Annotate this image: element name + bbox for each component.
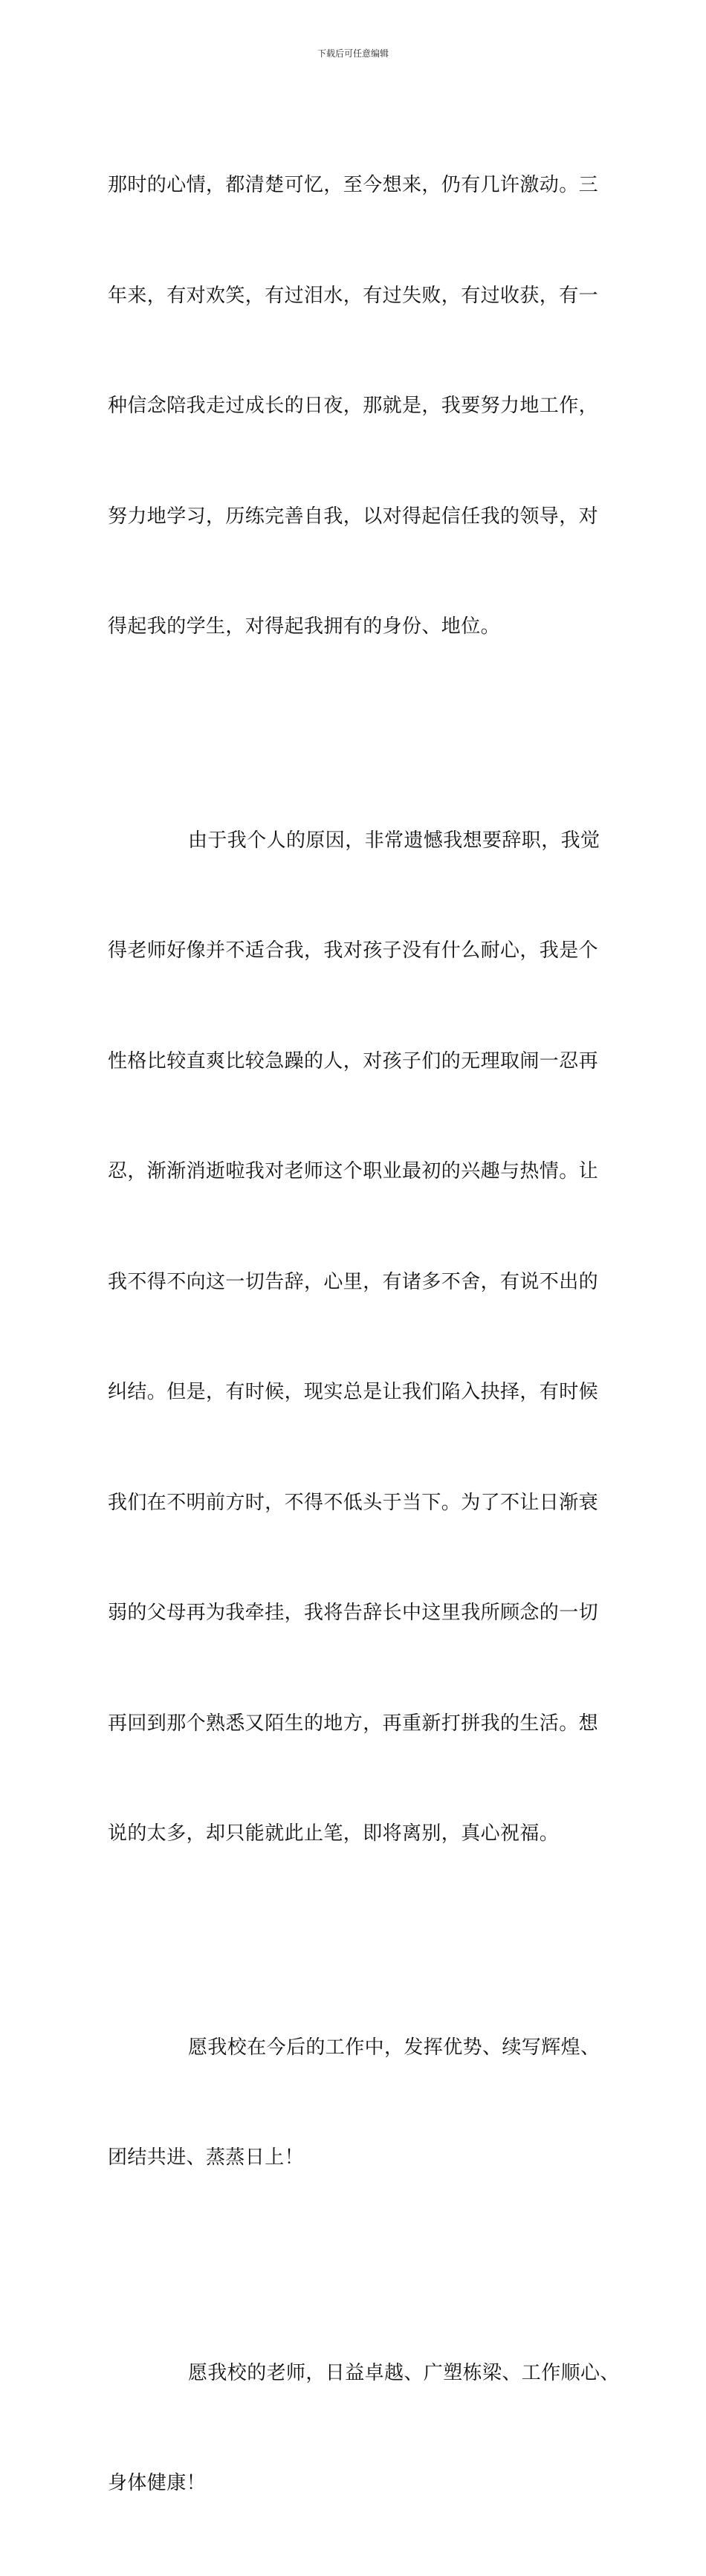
text-line: 种信念陪我走过成长的日夜，那就是，我要努力地工作，	[108, 395, 599, 417]
text-line: 我们在不明前方时，不得不低头于当下。为了不让日渐衰	[108, 1491, 599, 1514]
text-line: 纠结。但是，有时候，现实总是让我们陷入抉择，有时候	[108, 1381, 599, 1403]
text-line: 得起我的学生，对得起我拥有的身份、地位。	[108, 615, 501, 638]
text-line: 愿我校的老师，日益卓越、广塑栋梁、工作顺心、	[188, 2361, 620, 2384]
text-line: 忍，渐渐消逝啦我对老师这个职业最初的兴趣与热情。让	[108, 1160, 599, 1182]
paragraph-3	[108, 1956, 617, 2250]
text-line: 那时的心情，都清楚可忆，至今想来，仍有几许激动。三	[108, 174, 599, 196]
text-line: 身体健康！	[108, 2472, 207, 2494]
page-header: 下载后可任意编辑	[317, 48, 389, 59]
text-line: 说的太多，却只能就此止笔，即将离别，真心祝福。	[108, 1822, 560, 1845]
text-line: 性格比较直爽比较急躁的人，对孩子们的无理取闹一忍再	[108, 1049, 599, 1072]
text-line: 愿我校在今后的工作中，发挥优势、续写辉煌、	[188, 2036, 600, 2059]
text-line: 得老师好像并不适合我，我对孩子没有什么耐心，我是个	[108, 939, 599, 962]
text-line: 团结共进、蒸蒸日上！	[108, 2146, 305, 2169]
paragraph-4	[108, 2282, 620, 2576]
text-line: 我不得不向这一切告辞，心里，有诸多不舍，有说不出的	[108, 1270, 599, 1293]
text-line: 努力地学习，历练完善自我，以对得起信任我的领导，对	[108, 505, 599, 528]
text-line: 年来，有对欢笑，有过泪水，有过失败，有过收获，有一	[108, 284, 599, 307]
paragraph-2	[108, 749, 617, 1926]
paragraph-1	[108, 94, 617, 719]
text-line: 由于我个人的原因，非常遗憾我想要辞职，我觉	[188, 829, 600, 852]
text-line: 再回到那个熟悉又陌生的地方，再重新打拼我的生活。想	[108, 1712, 599, 1735]
document-body	[108, 94, 620, 2576]
text-line: 弱的父母再为我牵挂，我将告辞长中这里我所顾念的一切	[108, 1602, 599, 1624]
